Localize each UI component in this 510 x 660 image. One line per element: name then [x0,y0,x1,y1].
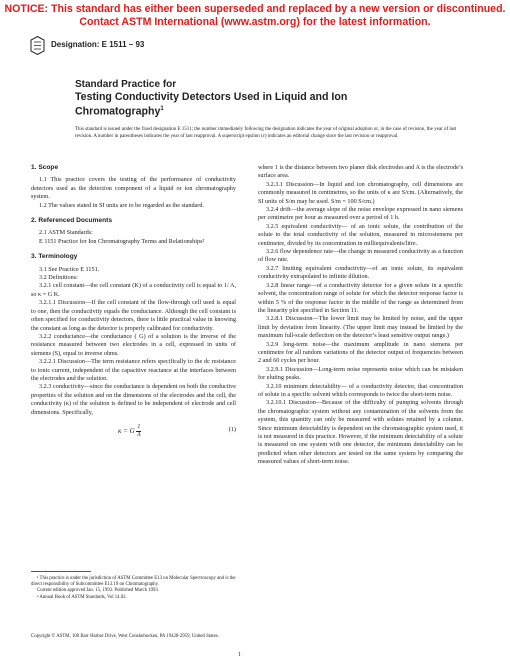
section-heading-terminology: 3. Terminology [31,253,78,261]
discussion-3-2-3-1: 3.2.3.1 Discussion—In liquid and ion chromatography, cell dimensions are commonly measured in centimetres, so the units of κ are S/cm. (Alternatively, the SI units of S/m may be used. S/m = 100 S/cm.) [258,180,463,205]
title-footnote-mark: 1 [160,106,164,112]
astm-logo [30,36,45,55]
paragraph-2-1: 2.1 ASTM Standards: [39,229,93,237]
designation: Designation: E 1511 – 93 [51,40,145,49]
paragraph-where: where 1 is the distance between two planer disk electrodes and A is the electrode’s surface area. [258,164,463,180]
footnote-divider [31,571,91,572]
issue-note: This standard is issued under the fixed designation E 1511; the number immediately following the designation indicates the year of original adoption or, in the case of revision, the year of last revision. A number in parentheses indicates the year of last reapproval. A superscript epsilon (ε) indicates an editorial change since the last revision or reapproval. [75,127,457,139]
footnote-1-edition: Current edition approved Jan. 15, 1993. Published March 1993. [37,588,160,594]
definition-drift: 3.2.4 drift—the average slope of the noise envelope expressed in nano siemens per centimetre per hour as measured over a period of 1 h. [258,206,463,222]
left-column [31,164,236,447]
equation-denominator: A [137,431,141,438]
definition-conductance: 3.2.2 conductance—the conductance ( G) of a solution is the inverse of the resistance measured between two electrodes in a cell, expressed in units of siemens (S), equal to inverse ohms. [31,332,236,357]
footnote-2: ² Annual Book of ASTM Standards, Vol 14.02. [37,594,127,600]
footnote-1: ¹ This practice is under the jurisdiction of ASTM Committee E13 on Molecular Spectroscopy and is the direct responsibility of Subcommittee E13.19 on Chromatography. [31,576,236,588]
superseded-notice [0,3,510,29]
definition-equivalent-conductivity: 3.2.5 equivalent conductivity— of an ionic solute, the contribution of the solute to the total conductivity of the solution, measured in microsiemens per centimetre, divided by its concentration in milliequivalents/litre. [258,222,463,247]
paragraph-3-2: 3.2 Definitions: [39,274,78,282]
equation-fraction [136,424,141,439]
copyright: Copyright © ASTM, 100 Barr Harbor Drive, West Conshohocken, PA 19428-2959, United States. [31,634,219,639]
definition-minimum-detectability: 3.2.10 minimum detectability— of a conductivity detector, that concentration of solute in a specific solvent which corresponds to twice the short-term noise. [258,382,463,398]
equation-lhs: κ = G [118,427,135,436]
right-column [258,164,463,467]
footnotes [31,571,236,601]
discussion-3-2-10-1: 3.2.10.1 Discussion—Because of the difficulty of pumping solvents through the chromatographic system without any contamination of the solvents from the system, this quantity can only be measured with solutes retained by a column. Since minimum detectability is dependent on the chromatographic system used, it is not measured in this practice. However, if the minimum detectability of a solute is measured on one system with one detector, the minimum detectability can be predicted when other detectors are tested on the same system by comparing the measured values of short-term noise. [258,399,463,466]
discussion-3-2-1-1: 3.2.1.1 Discussion—If the cell constant of the flow-through cell used is equal to one, then the conductivity equals the conductance. Although the cell constant is often specified for conductivity detectors, there is little practical value in knowing the constant as long as the detector is properly calibrated for conductivity. [31,299,236,332]
notice-line-2: Contact ASTM International (www.astm.org) for the latest information. [79,16,431,28]
reference-e1151: E 1151 Practice for Ion Chromatography Terms and Relationships² [39,237,205,245]
equation-1 [31,422,236,442]
document-title [75,79,475,118]
definition-cell-constant: 3.2.1 cell constant—the cell constant (K) of a conductivity cell is equal to 1/ A, so κ = G K. [31,282,236,298]
discussion-3-2-9-1: 3.2.9.1 Discussion—Long-term noise represents noise which can be mistaken for eluting peaks. [258,365,463,382]
notice-line-1: NOTICE: This standard has either been superseded and replaced by a new version or discontinued. [4,3,506,15]
title-line-2: Testing Conductivity Detectors Used in Liquid and Ion [75,91,348,103]
paragraph-1-2: 1.2 The values stated in SI units are to be regarded as the standard. [39,201,205,209]
title-line-3: Chromatography [75,105,161,118]
definition-long-term-noise: 3.2.9 long-term noise—the maximum amplitude in nano siemens per centimetre for all random variations of the detector output of frequencies between 2 and 60 cycles per hour. [258,340,463,365]
definition-linear-range: 3.2.8 linear range—of a conductivity detector for a given solute in a specific solvent, the concentration range of solute for which the detector response factor is within 5 % of the response factor in the middle of the range as determined from the linearity plot specified in Section 11. [258,281,463,314]
discussion-3-2-8-1: 3.2.8.1 Discussion—The lower limit may be limited by noise, and the upper limit by deviation from linearity. (The upper limit may instead be limited by the maximum full-scale deflection on the detector’s least sensitive output range.) [258,315,463,340]
equation-number: (1) [228,425,236,433]
definition-limiting-equivalent-conductivity: 3.2.7 limiting equivalent conductivity—of an ionic solute, its equivalent conductivity extrapolated to infinite dilution. [258,264,463,281]
page-number: 1 [238,652,241,658]
paragraph-3-1: 3.1 See Practice E 1151. [39,265,100,273]
equation-numerator: 1 [137,423,141,430]
title-line-1: Standard Practice for [75,79,177,90]
paragraph-1-1: 1.1 This practice covers the testing of the performance of conductivity detectors used as the detection component of a liquid or ion chromatography system. [31,176,236,201]
definition-flow-dependence-rate: 3.2.6 flow dependence rate—the change in measured conductivity as a function of flow rate. [258,248,463,264]
definition-conductivity: 3.2.3 conductivity—since the conductance is dependent on both the conductive properties of the solution and on the dimensions of the electrodes and the cell, the conductivity (κ) of the solution is defined to be independent of electrode and cell dimensions. Specifically, [31,383,236,416]
discussion-3-2-2-1: 3.2.2.1 Discussion—The term resistance refers specifically to the dc resistance to ionic current, independent of the capacitive reactance at the interfaces between the electrodes and the solution. [31,358,236,382]
section-heading-scope: 1. Scope [31,164,59,171]
section-heading-referenced-documents: 2. Referenced Documents [31,217,112,225]
